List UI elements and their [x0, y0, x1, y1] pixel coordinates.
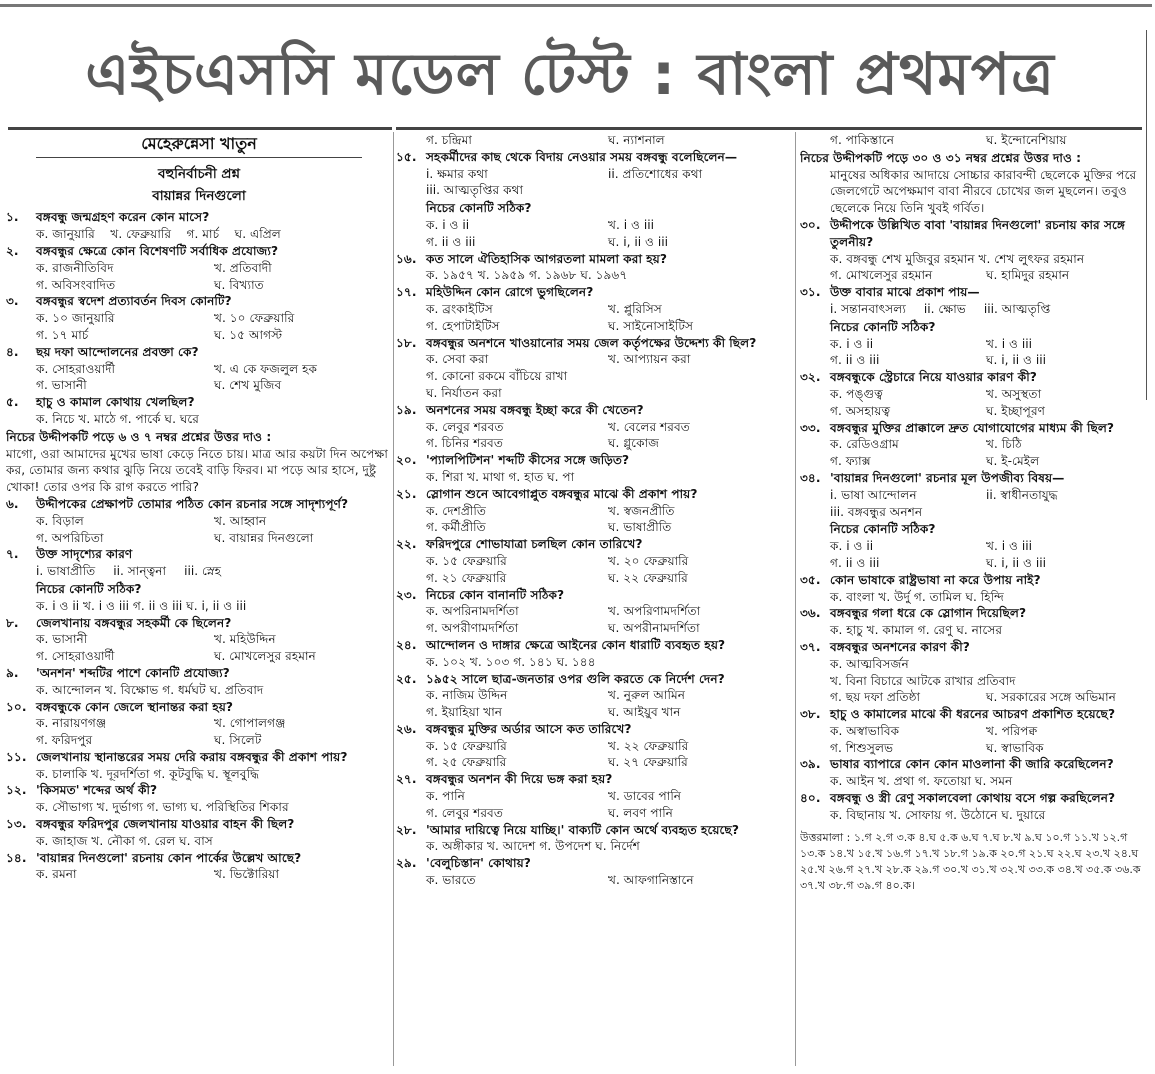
question-number: ৩২. — [800, 370, 821, 385]
option-c: গ. ২৫ ফেব্রুয়ারি — [426, 755, 507, 770]
question-15 — [396, 149, 790, 251]
stimulus-title: নিচের উদ্দীপকটি পড়ে ৬ ও ৭ নম্বর প্রশ্নের উত্তর দাও : — [6, 429, 272, 444]
option-b: খ. পরিপক্ব — [986, 723, 1038, 738]
question-number: ৩৮. — [800, 707, 821, 722]
author-name: মেহেরুন্নেসা খাতুন — [36, 134, 362, 158]
option-c: গ. চন্দ্রিমা — [426, 133, 472, 147]
question-text: হাচু ও কামালের মাঝে কী ধরনের আচরণ প্রকাশিত হয়েছে? — [830, 707, 1116, 722]
question-number: ২০. — [396, 453, 417, 468]
question-number: ১৩. — [6, 817, 27, 832]
option-d: ঘ. বায়ান্নর দিনগুলো — [214, 530, 314, 545]
option-d: ঘ. লবণ পানি — [608, 805, 673, 820]
column-1 — [6, 132, 392, 1074]
option-c: গ. মোখলেসুর রহমান — [830, 268, 933, 283]
question-text: সহকর্মীদের কাছ থেকে বিদায় নেওয়ার সময় বঙ্গবন্ধু বলেছিলেন— — [426, 149, 738, 164]
option-c: গ. ফরিদপুর — [36, 733, 93, 748]
question-38 — [800, 706, 1142, 756]
question-26 — [396, 721, 790, 771]
question-text: বঙ্গবন্ধুর ক্ষেত্রে কোন বিশেষণটি সর্বাধিক প্রযোজ্য? — [36, 243, 279, 258]
question-number: ৩০. — [800, 217, 821, 232]
option-d: ঘ. সাইনোসাইটিস — [608, 318, 694, 333]
question-number: ১৮. — [396, 335, 417, 350]
option-d: ঘ. আইয়ুব খান — [608, 705, 681, 720]
question-number: ৩১. — [800, 285, 821, 300]
question-text: উক্ত বাবার মাঝে প্রকাশ পায়— — [830, 285, 980, 300]
question-number: ৮. — [6, 615, 19, 630]
statement-3: iii. আত্মতৃপ্তির কথা — [426, 183, 524, 198]
question-text: বঙ্গবন্ধুর স্বদেশ প্রত্যাবর্তন দিবস কোনটি? — [36, 294, 232, 309]
option-a: ক. ভাসানী — [36, 632, 88, 647]
statement-3: iii. আত্মতৃপ্তি — [983, 301, 1051, 316]
option-c: গ. অপরিচিতা — [36, 530, 104, 545]
question-text: ভাষার ব্যাপারে কোন কোন মাওলানা কী জারি করেছিলেন? — [830, 757, 1114, 772]
question-text: জেলখানায় বঙ্গবন্ধুর সহকর্মী কে ছিলেন? — [36, 615, 232, 630]
question-number: ২৭. — [396, 772, 417, 787]
question-text: উদ্দীপকে উল্লিখিত বাবা 'বায়ান্নর দিনগুলো' রচনায় কার সঙ্গে তুলনীয়? — [830, 217, 1126, 249]
question-text: 'বায়ান্নর দিনগুলো' রচনায় কোন পার্কের উল্লেখ আছে? — [36, 850, 302, 865]
option-a: ক. i ও ii — [830, 539, 874, 554]
option-a: ক. আত্মবিসর্জন — [830, 656, 909, 671]
question-text: আন্দোলন ও দাঙ্গার ক্ষেত্রে আইনের কোন ধারাটি ব্যবহৃত হয়? — [426, 637, 726, 652]
option-a: ক. জানুয়ারি — [36, 227, 95, 242]
question-number: ১১. — [6, 749, 27, 764]
question-number: ১৯. — [396, 402, 417, 417]
option-c: গ. ভাসানী — [36, 378, 87, 393]
option-a: ক. সেবা করা — [426, 352, 489, 367]
option-d: ঘ. সরকারের সঙ্গে অভিমান — [986, 690, 1116, 705]
option-c: গ. ii ও iii — [830, 555, 880, 570]
option-b: খ. অপরিণামদর্শিতা — [608, 604, 701, 619]
instruction: নিচের কোনটি সঠিক? — [830, 319, 936, 334]
question-10 — [6, 699, 392, 749]
question-text: বঙ্গবন্ধুর গলা ধরে কে স্লোগান দিয়েছিল? — [830, 606, 1027, 621]
question-33 — [800, 420, 1142, 470]
page-edge-bar — [1146, 30, 1155, 400]
question-text: ছয় দফা আন্দোলনের প্রবক্তা কে? — [36, 344, 199, 359]
chapter-title: বায়ান্নর দিনগুলো — [152, 187, 246, 204]
question-18 — [396, 335, 790, 402]
option-a: ক. ১৫ ফেব্রুয়ারি — [426, 553, 507, 568]
question-number: ৩৫. — [800, 572, 821, 587]
options — [6, 226, 392, 243]
question-text: বঙ্গবন্ধুর মুক্তির প্রাক্কালে দ্রুত যোগাযোগের মাধ্যম কী ছিল? — [830, 420, 1115, 435]
option-d: ঘ. মোখলেসুর রহমান — [214, 649, 316, 664]
option-b: খ. i ও iii — [986, 539, 1033, 554]
option-c: গ. ii ও iii — [830, 353, 880, 368]
option-a: ক. ১০ জানুয়ারি — [36, 311, 115, 326]
option-c: গ. হেপাটাইটিস — [426, 318, 500, 333]
option-a: ক. অস্বাভাবিক — [830, 723, 900, 738]
question-21 — [396, 486, 790, 536]
option-c: গ. সোহরাওয়ার্দী — [36, 649, 115, 664]
option-a: ক. ১৫ ফেব্রুয়ারি — [426, 738, 507, 753]
question-40 — [800, 790, 1142, 824]
question-number: ২৯. — [396, 856, 417, 871]
options-line: ক. আন্দোলন খ. বিক্ষোভ গ. ধর্মঘট ঘ. প্রতিবাদ — [36, 682, 264, 697]
question-29-continued — [800, 132, 1142, 149]
options-line: ক. বিছানায় খ. সোফায় গ. উঠোনে ঘ. দুয়ারে — [830, 807, 1046, 822]
question-text: হাচু ও কামাল কোথায় খেলছিল? — [36, 395, 195, 410]
question-number: ৩৯. — [800, 757, 821, 772]
question-number: ২৫. — [396, 671, 417, 686]
option-b: খ. প্লুরিসিস — [608, 301, 662, 316]
option-d: ঘ. বিখ্যাত — [214, 277, 264, 292]
option-a: ক. অপরিনামদর্শিতা — [426, 604, 519, 619]
question-36 — [800, 605, 1142, 639]
question-22 — [396, 536, 790, 586]
option-b: খ. ডাবের পানি — [608, 789, 682, 804]
stimulus-2 — [800, 150, 1142, 217]
question-19 — [396, 402, 790, 452]
question-text: অনশনের সময় বঙ্গবন্ধু ইচ্ছা করে কী খেতেন? — [426, 402, 644, 417]
question-text: বঙ্গবন্ধুর মুক্তির অর্ডার আসে কত তারিখে? — [426, 721, 632, 736]
option-c: গ. ফ্যাক্স — [830, 454, 871, 469]
question-text: 'বেলুচিস্তান' কোথায়? — [426, 856, 531, 871]
question-text: 'প্যালপিটিশন' শব্দটি কীসের সঙ্গে জড়িত? — [426, 453, 630, 468]
question-8 — [6, 615, 392, 665]
question-text: বঙ্গবন্ধুর অনশন কী দিয়ে ভঙ্গ করা হয়? — [426, 772, 613, 787]
option-b: খ. নুরুল আমিন — [608, 688, 686, 703]
option-d: ঘ. ২৭ ফেব্রুয়ারি — [608, 755, 688, 770]
option-c: গ. অবিসংবাদিত — [36, 277, 116, 292]
option-b: খ. ২২ ফেব্রুয়ারি — [608, 738, 689, 753]
question-text: কোন ভাষাকে রাষ্ট্রভাষা না করে উপায় নাই? — [830, 572, 1041, 587]
question-text: বঙ্গবন্ধুর অনশনের কারণ কী? — [830, 639, 970, 654]
option-c: গ. অসহায়ত্ব — [830, 403, 891, 418]
question-2 — [6, 243, 392, 293]
statement-1: i. ভাষাপ্রীতি — [36, 564, 96, 579]
option-d: ঘ. অপরীনামদর্শিতা — [608, 621, 700, 636]
question-number: ২৮. — [396, 822, 417, 837]
statement-2: ii. সান্ত্বনা — [113, 564, 167, 579]
option-d: ঘ. ই-মেইল — [986, 454, 1040, 469]
option-a: ক. সোহরাওয়ার্দী — [36, 361, 116, 376]
instruction: নিচের কোনটি সঠিক? — [830, 522, 936, 537]
question-number: ২৬. — [396, 721, 417, 736]
question-3 — [6, 293, 392, 343]
question-text: বঙ্গবন্ধুকে স্ট্রেচারে নিয়ে যাওয়ার কারণ কী? — [830, 370, 1037, 385]
instruction: নিচের কোনটি সঠিক? — [426, 201, 532, 216]
question-number: ২২. — [396, 537, 417, 552]
option-d: ঘ. গ্লুকোজ — [608, 436, 660, 451]
question-28 — [396, 822, 790, 856]
stimulus-text: মাগো, ওরা আমাদের মুখের ভাষা কেড়ে নিতে চায়। মাত্র আর কয়টা দিন অপেক্ষা কর, তোমার জন্য কথার ঝুড়ি নিয়ে তবেই বাড়ি ফিরব। মা পড়ে আর হাসে, দুষ্টু খোকা! তোর ওপর কি রাগ করতে পারি? — [6, 446, 388, 495]
question-6 — [6, 496, 392, 546]
question-32 — [800, 369, 1142, 419]
question-4 — [6, 344, 392, 394]
question-number: ৬. — [6, 496, 19, 511]
option-d: ঘ. i, ii ও iii — [986, 353, 1047, 368]
option-a-b: ক. বঙ্গবন্ধু শেখ মুজিবুর রহমান খ. শেখ লুৎফর রহমান — [830, 251, 1085, 266]
option-a: ক. নারায়ণগঞ্জ — [36, 716, 107, 731]
option-a: ক. i ও ii — [830, 336, 874, 351]
question-text: উদ্দীপকের প্রেক্ষাপট তোমার পঠিত কোন রচনার সঙ্গে সাদৃশ্যপূর্ণ? — [36, 496, 349, 511]
question-1 — [6, 209, 392, 243]
option-b: খ. এ কে ফজলুল হক — [214, 361, 318, 376]
stimulus-title: নিচের উদ্দীপকটি পড়ে ৩০ ও ৩১ নম্বর প্রশ্নের উত্তর দাও : — [800, 150, 1082, 165]
question-11 — [6, 749, 392, 783]
option-d: ঘ. এপ্রিল — [234, 227, 281, 242]
options-line: ক. ১০২ খ. ১০৩ গ. ১৪১ ঘ. ১৪৪ — [426, 654, 596, 669]
options-line: ক. নিচে খ. মাঠে গ. পার্কে ঘ. ঘরে — [36, 411, 199, 426]
option-b: খ. অসুস্থতা — [986, 386, 1042, 401]
stimulus-text: মানুষের অধিকার আদায়ে সোচ্চার কারাবন্দী ছেলেকে মুক্তির পরে জেলগেটে অপেক্ষমাণ বাবা নীরবে চোখের জল মুছলেন। তবুও ছেলেকে নিয়ে তিনি খুবই গর্বিত। — [830, 167, 1137, 216]
question-number: ৩৭. — [800, 639, 821, 654]
option-c: গ. ইয়াহিয়া খান — [426, 705, 503, 720]
question-14-continued — [396, 132, 790, 149]
question-text: ফরিদপুরে শোভাযাত্রা চলছিল কোন তারিখে? — [426, 537, 643, 552]
option-b: খ. আপ্যায়ন করা — [608, 352, 691, 367]
statement-3: iii. স্নেহ — [184, 564, 222, 579]
question-number: ২১. — [396, 486, 417, 501]
instruction: নিচের কোনটি সঠিক? — [36, 581, 142, 596]
statement-3: iii. বঙ্গবন্ধুর অনশন — [830, 504, 923, 519]
options-line: ক. সৌভাগ্য খ. দুর্ভাগ্য গ. ভাগ্য ঘ. পরিস্থিতির শিকার — [36, 800, 289, 815]
option-d: ঘ. ১৫ আগস্ট — [214, 327, 283, 342]
options-line: ক. চালাকি খ. দূরদর্শিতা গ. কূটবুদ্ধি ঘ. স্থূলবুদ্ধি — [36, 766, 260, 781]
option-c: গ. ছয় দফা প্রতিষ্ঠা — [830, 690, 921, 705]
question-25 — [396, 671, 790, 721]
question-14 — [6, 850, 392, 884]
option-b: খ. i ও iii — [986, 336, 1033, 351]
question-text: বঙ্গবন্ধু জন্মগ্রহণ করেন কোন মাসে? — [36, 210, 210, 225]
question-text: মহিউদ্দিন কোন রোগে ভুগছিলেন? — [426, 285, 594, 300]
question-text: ১৯৫২ সালে ছাত্র-জনতার ওপর গুলি করতে কে নির্দেশ দেন? — [426, 671, 725, 686]
question-number: ৩. — [6, 294, 19, 309]
option-b: খ. ২০ ফেব্রুয়ারি — [608, 553, 689, 568]
question-text: 'অনশন' শব্দটির পাশে কোনটি প্রযোজ্য? — [36, 665, 230, 680]
headline-underline-right — [396, 127, 1142, 130]
question-31 — [800, 284, 1142, 369]
question-text: জেলখানায় স্থানান্তরের সময় দেরি করায় বঙ্গবন্ধুর কী প্রকাশ পায়? — [36, 749, 348, 764]
question-text: 'আমার দায়িত্বে নিয়ে যাচ্ছি।' বাক্যটি কোন অর্থে ব্যবহৃত হয়েছে? — [426, 822, 739, 837]
question-9 — [6, 665, 392, 699]
option-a: ক. i ও ii — [426, 217, 470, 232]
question-7 — [6, 546, 392, 614]
question-number: ৭. — [6, 547, 19, 562]
option-b: খ. আফগানিস্তানে — [608, 873, 694, 888]
option-c: গ. ১৭ মার্চ — [36, 327, 89, 342]
option-a: ক. লেবুর শরবত — [426, 419, 504, 434]
option-c: গ. লেবুর শরবত — [426, 805, 503, 820]
question-39 — [800, 756, 1142, 790]
option-b: খ. চিঠি — [986, 437, 1022, 452]
question-text: বঙ্গবন্ধুর অনশনে খাওয়ানোর সময় জেল কর্তৃপক্ষের উদ্দেশ্য কী ছিল? — [426, 335, 757, 350]
column-divider-2 — [795, 132, 796, 1066]
question-number: ৩৩. — [800, 420, 821, 435]
option-b: খ. ফেব্রুয়ারি — [110, 227, 172, 242]
question-number: ২৪. — [396, 637, 417, 652]
option-d: ঘ. শেখ মুজিব — [214, 378, 282, 393]
question-34 — [800, 470, 1142, 572]
options-line: ক. অঙ্গীকার খ. আদেশ গ. উপদেশ ঘ. নির্দেশ — [426, 839, 640, 854]
option-d: ঘ. সিলেট — [214, 733, 262, 748]
option-a: ক. নাজিম উদ্দিন — [426, 688, 508, 703]
option-c: গ. ২১ ফেব্রুয়ারি — [426, 570, 507, 585]
question-24 — [396, 637, 790, 671]
question-text: স্লোগান শুনে আবেগাপ্লুত বঙ্গবন্ধুর মাঝে কী প্রকাশ পায়? — [426, 486, 698, 501]
option-b: খ. বেলের শরবত — [608, 419, 690, 434]
options-line: ক. জাহাজ খ. নৌকা গ. রেল ঘ. বাস — [36, 833, 213, 848]
options-line: ক. i ও ii খ. i ও iii গ. ii ও iii ঘ. i, ii ও iii — [36, 598, 247, 613]
option-c: গ. চিনির শরবত — [426, 436, 503, 451]
question-number: ১৬. — [396, 251, 417, 266]
statement-1: i. সন্তানবাৎসল্য — [830, 301, 906, 316]
options-line: ক. আইন খ. প্রথা গ. ফতোয়া ঘ. সমন — [830, 774, 1013, 789]
question-text: কত সালে ঐতিহাসিক আগরতলা মামলা করা হয়? — [426, 251, 667, 266]
question-number: ১২. — [6, 783, 27, 798]
option-a: ক. রমনা — [36, 867, 77, 882]
column-divider-1 — [393, 132, 394, 1066]
option-d: ঘ. নির্যাতন করা — [426, 385, 502, 400]
question-number: ১. — [6, 210, 19, 225]
option-c: গ. পাকিস্তানে — [830, 133, 895, 147]
option-b: খ. গোপালগঞ্জ — [214, 716, 286, 731]
question-text: বঙ্গবন্ধুর ফরিদপুর জেলখানায় যাওয়ার বাহন কী ছিল? — [36, 817, 295, 832]
question-35 — [800, 572, 1142, 606]
question-number: ১৫. — [396, 149, 417, 164]
top-rule — [0, 4, 1152, 7]
option-b: খ. মহিউদ্দিন — [214, 632, 276, 647]
question-number: ৪০. — [800, 791, 821, 806]
option-d: ঘ. i, ii ও iii — [608, 234, 669, 249]
options-line: ক. শিরা খ. মাথা গ. হাত ঘ. পা — [426, 469, 575, 484]
option-a: ক. বিড়াল — [36, 513, 84, 528]
question-text: 'বায়ান্নর দিনগুলো' রচনার মূল উপজীব্য বিষয়— — [830, 470, 1065, 485]
option-d: ঘ. ইচ্ছাপূরণ — [986, 403, 1046, 418]
option-a: ক. পানি — [426, 789, 465, 804]
question-number: ১০. — [6, 699, 27, 714]
question-text: বঙ্গবন্ধু ও স্ত্রী রেণু সকালবেলা কোথায় বসে গল্প করছিলেন? — [830, 791, 1116, 806]
option-d: ঘ. ইন্দোনেশিয়ায় — [986, 133, 1067, 147]
option-d: ঘ. স্বাভাবিক — [986, 740, 1044, 755]
options-line: ক. ১৯৫৭ খ. ১৯৫৯ গ. ১৯৬৮ ঘ. ১৯৬৭ — [426, 268, 628, 283]
option-b: খ. প্রতিবাদী — [214, 260, 272, 275]
option-d: ঘ. ভাষাপ্রীতি — [608, 520, 672, 535]
question-5 — [6, 394, 392, 428]
statement-2: ii. ক্ষোভ — [923, 301, 966, 316]
question-number: ৩৬. — [800, 606, 821, 621]
question-29 — [396, 855, 790, 889]
question-13 — [6, 816, 392, 850]
question-30 — [800, 217, 1142, 284]
statement-1: i. ভাষা আন্দোলন — [830, 487, 917, 502]
option-d: ঘ. হামিদুর রহমান — [986, 268, 1070, 283]
stimulus-1 — [6, 429, 392, 496]
question-23 — [396, 587, 790, 637]
option-a: ক. দেশপ্রীতি — [426, 503, 487, 518]
question-number: ১৭. — [396, 285, 417, 300]
answer-key: উত্তরমালা : ১.গ ২.গ ৩.ক ৪.ঘ ৫.ক ৬.ঘ ৭.ঘ ৮.খ ৯.ঘ ১০.গ ১১.খ ১২.গ ১৩.ক ১৪.খ ১৫.খ ১৬.গ ১৭.খ ১৮.গ ১৯.ক ২০.গ ২১.ঘ ২২.ঘ ২৩.খ ২৪.ঘ ২৫.খ ২৬.গ ২৭.খ ২৮.ক ২৯.গ ৩০.খ ৩১.খ ৩২.খ ৩৩.ক ৩৪.খ ৩৫.ক ৩৬.ক ৩৭.খ ৩৮.গ ৩৯.গ ৪০.ক। — [800, 830, 1141, 892]
option-d: ঘ. ন্যাশনাল — [608, 133, 665, 147]
option-a: ক. ব্রংকাইটিস — [426, 301, 493, 316]
option-a: ক. পঙ্গুত্ব — [830, 386, 883, 401]
question-number: ৪. — [6, 344, 19, 359]
option-b: খ. স্বজনপ্রীতি — [608, 503, 675, 518]
question-16 — [396, 251, 790, 285]
option-c: গ. কর্মীপ্রীতি — [426, 520, 486, 535]
question-text: 'কিসমত' শব্দের অর্থ কী? — [36, 783, 158, 798]
statement-1: i. ক্ষমার কথা — [426, 166, 488, 181]
options-line: ক. বাংলা খ. উর্দু গ. তামিল ঘ. হিন্দি — [830, 589, 1004, 604]
question-text: নিচের কোন বানানটি সঠিক? — [426, 587, 565, 602]
option-c: গ. মার্চ — [186, 227, 220, 242]
question-27 — [396, 771, 790, 821]
options-line: ক. হাচু খ. কামাল গ. রেণু ঘ. নাসের — [830, 623, 1003, 638]
statement-2: ii. স্বাধীনতাযুদ্ধ — [986, 487, 1058, 502]
question-number: ৫. — [6, 395, 19, 410]
option-c: গ. অপরীণামদর্শিতা — [426, 621, 519, 636]
option-b: খ. ভিক্টোরিয়া — [214, 867, 280, 882]
question-12 — [6, 782, 392, 816]
option-a: ক. ভারতে — [426, 873, 476, 888]
question-number: ৩৪. — [800, 470, 821, 485]
option-b: খ. ১০ ফেব্রুয়ারি — [214, 311, 295, 326]
option-a: ক. রেডিওগ্রাম — [830, 437, 899, 452]
question-text: বঙ্গবন্ধুকে কোন জেলে স্থানান্তর করা হয়? — [36, 699, 233, 714]
question-17 — [396, 284, 790, 334]
headline-underline-left — [8, 127, 392, 130]
section-title: বহুনির্বাচনী প্রশ্ন — [158, 165, 240, 182]
option-c: গ. শিশুসুলভ — [830, 740, 894, 755]
column-2 — [396, 132, 790, 1074]
question-number: ২৩. — [396, 587, 417, 602]
option-a: ক. রাজনীতিবিদ — [36, 260, 114, 275]
question-number: ২. — [6, 243, 19, 258]
option-d: ঘ. i, ii ও iii — [986, 555, 1047, 570]
option-c: গ. কোনো রকমে বাঁচিয়ে রাখা — [426, 369, 568, 384]
option-b: খ. বিনা বিচারে আটকে রাখার প্রতিবাদ — [830, 673, 1016, 688]
statement-2: ii. প্রতিশোধের কথা — [608, 166, 703, 181]
option-b: খ. i ও iii — [608, 217, 655, 232]
option-b: খ. আহ্বান — [214, 513, 267, 528]
question-number: ৯. — [6, 665, 19, 680]
question-number: ১৪. — [6, 850, 27, 865]
column-3 — [800, 132, 1142, 1074]
option-d: ঘ. ২২ ফেব্রুয়ারি — [608, 570, 688, 585]
option-c: গ. ii ও iii — [426, 234, 476, 249]
question-37 — [800, 639, 1142, 706]
question-text: উক্ত সাদৃশ্যের কারণ — [36, 547, 133, 562]
question-20 — [396, 452, 790, 486]
page-headline: এইচএসসি মডেল টেস্ট : বাংলা প্রথমপত্র — [85, 40, 1055, 108]
